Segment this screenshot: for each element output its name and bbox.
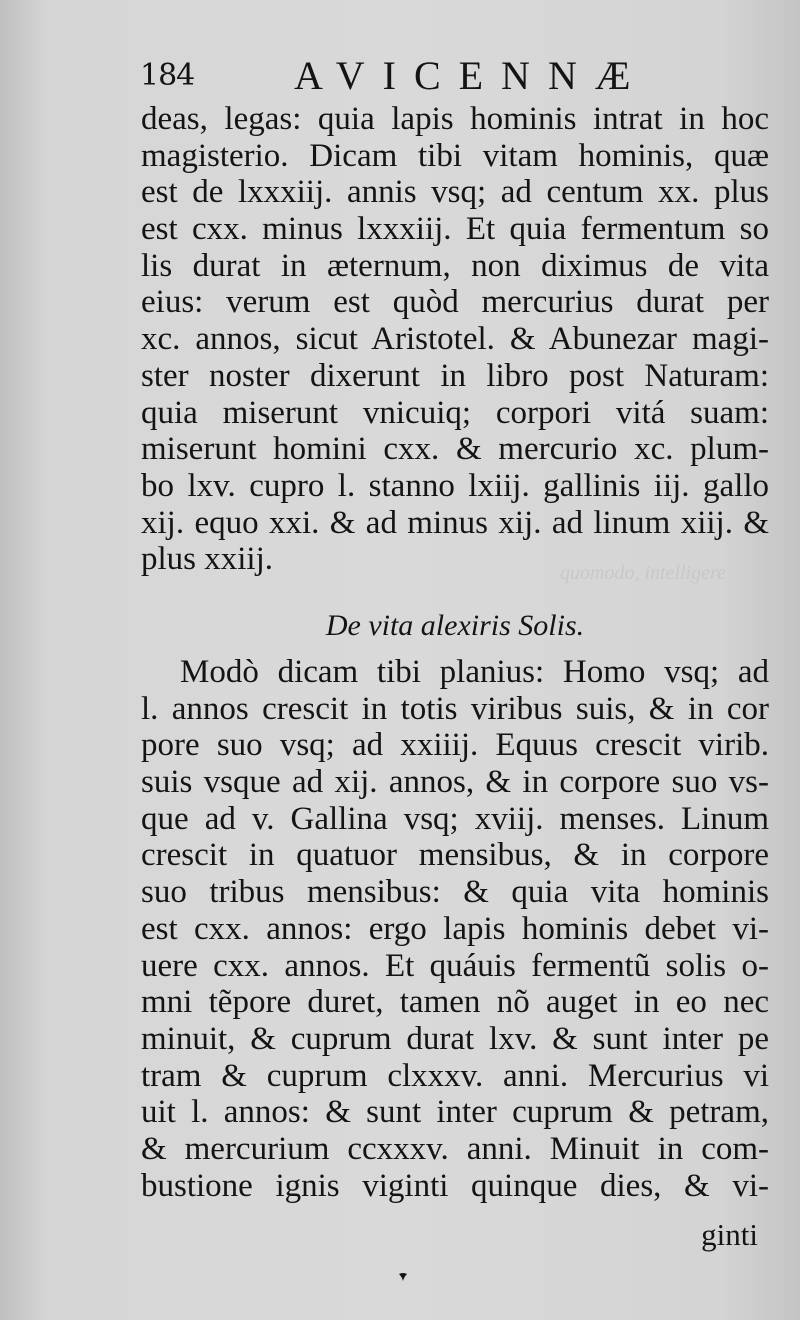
- section-heading: De vita alexiris Solis.: [325, 609, 585, 642]
- text-line: tram & cuprum clxxxv. anni. Mercurius vi: [141, 1057, 769, 1094]
- text-line: Modò dicam tibi planius: Homo vsq; ad: [180, 654, 769, 690]
- text-line: uere cxx. annos. Et quáuis fermentũ solis o-: [141, 947, 769, 984]
- page-header: [140, 53, 780, 100]
- text-line: pore suo vsq; ad xxiiij. Equus crescit virib.: [141, 727, 769, 764]
- text-line: plus xxiij.: [141, 541, 274, 578]
- page-number: 184: [140, 58, 195, 93]
- paragraph-2: [141, 654, 769, 1204]
- text-line: l. annos crescit in totis viribus suis, & in cor: [141, 690, 769, 727]
- text-line: est cxx. annos: ergo lapis hominis debet vi-: [141, 910, 769, 947]
- text-line: crescit in quatuor mensibus, & in corpore: [141, 837, 769, 874]
- text-line: uit l. annos: & sunt inter cuprum & petram,: [141, 1094, 769, 1131]
- text-line: xij. equo xxi. & ad minus xij. ad linum xiij. &: [141, 504, 769, 541]
- text-line: bustione ignis viginti quinque dies, & vi-: [141, 1167, 769, 1204]
- text-line: magisterio. Dicam tibi vitam hominis, quæ: [141, 137, 769, 174]
- text-line: que ad v. Gallina vsq; xviij. menses. Linum: [141, 800, 769, 837]
- text-line: suis vsque ad xij. annos, & in corpore suo vs-: [141, 764, 769, 801]
- text-line: eius: verum est quòd mercurius durat per: [141, 284, 769, 321]
- text-line: est de lxxxiij. annis vsq; ad centum xx. plus: [141, 174, 769, 211]
- text-line: quia miserunt vnicuiq; corpori vitá suam:: [141, 394, 769, 431]
- paragraph-1: [141, 101, 769, 578]
- text-line: suo tribus mensibus: & quia vita hominis: [141, 874, 769, 911]
- text-line: miserunt homini cxx. & mercurio xc. plum-: [141, 431, 769, 468]
- ornament-mark-icon: [398, 1272, 408, 1281]
- text-line: lis durat in æternum, non diximus de vita: [141, 247, 769, 284]
- text-line: est cxx. minus lxxxiij. Et quia fermentum so: [141, 211, 769, 248]
- text-line: xc. annos, sicut Aristotel. & Abunezar magi-: [141, 321, 769, 358]
- text-line: bo lxv. cupro l. stanno lxiij. gallinis iij. gallo: [141, 467, 769, 504]
- text-line: & mercurium ccxxxv. anni. Minuit in com-: [141, 1130, 769, 1167]
- text-line: ster noster dixerunt in libro post Naturam:: [141, 357, 769, 394]
- catchword: ginti: [701, 1217, 758, 1252]
- running-head: AVICENNÆ: [294, 53, 649, 98]
- text-line: minuit, & cuprum durat lxv. & sunt inter pe: [141, 1020, 769, 1057]
- text-line: mni tẽpore duret, tamen nõ auget in eo nec: [141, 984, 769, 1021]
- text-line: deas, legas: quia lapis hominis intrat in hoc: [141, 101, 769, 137]
- show-through-text: quomodo, intelligere: [560, 562, 726, 584]
